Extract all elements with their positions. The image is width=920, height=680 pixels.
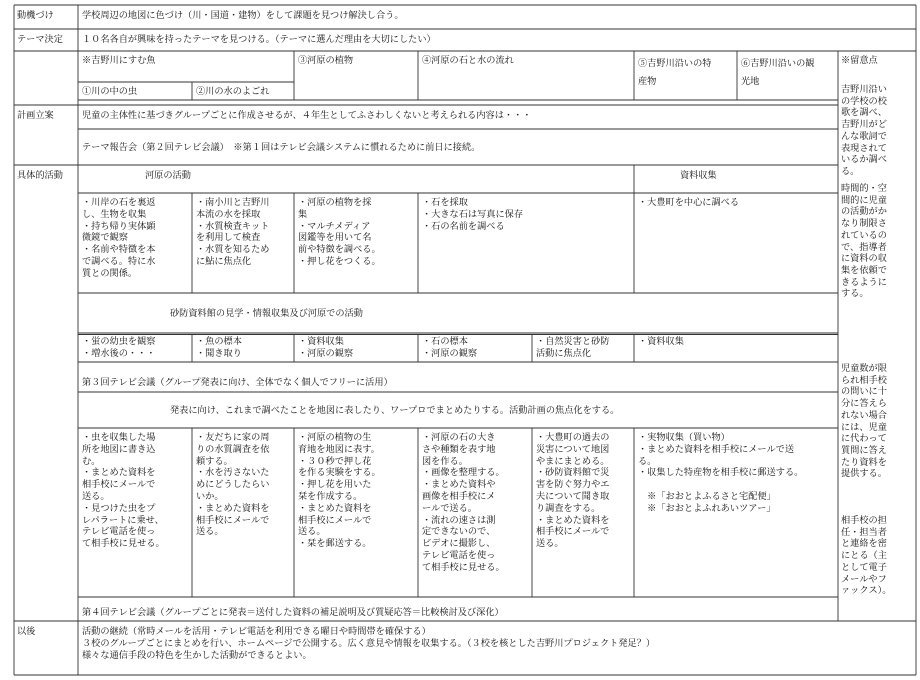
theme-decision-text: １０名各自が興味を持ったテーマを見つける。（テーマに選んだ理由を大切にしたい） [82, 34, 436, 45]
side-note-3: 児童数が限 られ相手校 の問いに十 分に答えら れない場合 には、児童 に代わって 質問に答え たり資料を 提供する。 [841, 363, 887, 480]
theme-6: ⑥吉野川沿いの観 光地 [741, 58, 815, 87]
motivation-text: 学校周辺の地図に色づけ（川・国道・建物）をして課題を見つけ解決し合う。 [82, 10, 404, 21]
rowB-cell-5: ・自然災害と砂防 活動に焦点化 [536, 336, 610, 359]
rowB-cell-6: ・資料収集 [638, 336, 684, 347]
after-text: 活動の継続（常時メールを活用・テレビ電話を利用できる曜日や時間帯を確保する） ３校のグループごとにまとめを行い、ホームページで公開する。広く意見や情報を収集する。（３校を核とした吉野川プロジェクト発足？） 様々な通信手段の特色を生かした活動ができるとよい。 [82, 626, 656, 661]
rowC-cell-2: ・友だちに家の周 りの水質調査を依 頼する。 ・水を汚さないた めにどうしたらい いか。 ・まとめた資料を 相手校にメールで 送る。 [196, 432, 270, 538]
row-label-motivation: 動機づけ [17, 10, 54, 21]
rowA-cell-3: ・河原の植物を採 集 ・マルチメディア 図鑑等を用いて名 前や特徴を調べる。 ・押し花をつくる。 [298, 197, 381, 267]
theme-1-sub-2: ②川の水のよごれ [196, 86, 270, 97]
rowB-cell-4: ・石の標本 ・河原の観察 [422, 336, 478, 359]
heading-riverbed: 河原の活動 [145, 170, 191, 181]
theme-5: ⑤吉野川沿いの特 産物 [638, 58, 712, 87]
theme-1-sub-1: ①川の中の虫 [82, 86, 138, 97]
planning-report: テーマ報告会（第２回テレビ会議） ※第１回はテレビ会議システムに慣れるために前日に接続。 [82, 142, 481, 153]
rowA-cell-1: ・川岸の石を裏返 し、生物を収集 ・持ち帰り実体顕 微鏡で観察 ・名前や特徴を本 で調べる。特に水 質との関係。 [82, 197, 156, 279]
theme-1: ※吉野川にすむ魚 [82, 55, 156, 66]
theme-3: ③河原の植物 [298, 55, 354, 66]
row-label-after: 以後 [17, 626, 36, 637]
side-note-4: 相手校の担 任・担当者 と連絡を密 にとる（主 として電子 メールやフ ァックス）。 [841, 515, 892, 597]
side-note-1: 吉野川沿い の学校の校 歌を調べ、 吉野川がど んな歌詞で 表現されて いるか調べ る。 [841, 84, 887, 177]
sabo-row-text: 砂防資料館の見学・情報収集及び河原での活動 [170, 308, 363, 319]
rowA-cell-2: ・南小川と吉野川 本流の水を採取 ・水質検査キット を利用して検査 ・水質を知るため に鮎に焦点化 [196, 197, 270, 267]
rowB-cell-1: ・蛍の幼虫を観察 ・増水後の・・・ [82, 336, 156, 359]
row-label-planning: 計画立案 [17, 110, 54, 121]
row-label-activities: 具体的活動 [17, 170, 63, 181]
rowC-cell-3: ・河原の植物の生 育地を地図に表す。 ・３０秒で押し花 を作る実験をする。 ・押し花を用いた 栞を作成する。 ・まとめた資料を 相手校にメールで 送る。 ・栞を郵送する。 [298, 432, 381, 550]
rowC-cell-5: ・大豊町の過去の 災害について地図 やまにまとめる。 ・砂防資料館で災 害を防ぐ努力やエ 夫について聞き取 り調査をする。 ・まとめた資料を 相手校にメールで 送る。 [536, 432, 610, 550]
planning-text: 児童の主体性に基づきグループごとに作成させるが、４年生としてふさわしくないと考えられる内容は・・・ [82, 110, 532, 121]
rowA-cell-4: ・石を採取 ・大きな石は写真に保存 ・石の名前を調べる [422, 197, 524, 232]
tv-conference-3: 第３回テレビ会議（グループ発表に向け、全体でなく個人でフリーに活用） [82, 377, 393, 388]
rowC-cell-6: ・実物収集（買い物） ・まとめた資料を相手校にメールで送 る。 ・収集した特産物を相手校に郵送する。 ※「おおとよふるさと宅配便」 ※「おおとよふれあいツアー」 [638, 432, 804, 514]
rowA-cell-5: ・大豊町を中心に調べる [638, 197, 740, 208]
row-label-theme: テーマ決定 [17, 34, 63, 45]
rowB-cell-2: ・魚の標本 ・聞き取り [196, 336, 242, 359]
side-note-2: 時間的・空 間的に児童 の活動がか なり制限さ れているの で、指導者 に資料の収 集を依頼で きるように する。 [841, 183, 887, 300]
tv-conference-4: 第４回テレビ会議（グループごとに発表＝送付した資料の補足説明及び質疑応答＝比較検討及び深化） [82, 607, 504, 618]
theme-4: ④河原の石と水の流れ [422, 55, 514, 66]
side-heading: ※留意点 [841, 55, 878, 66]
rowC-cell-4: ・河原の石の大き さや種類を表す地 図を作る。 ・画像を整理する。 ・まとめた資料や 画像を相手校にメ ールで送る。 ・流れの速さは測 定できないので、 ビデオに撮影し、 テレビ電話を使っ て相手校に見せる。 [422, 432, 505, 573]
rowC-cell-1: ・虫を収集した場 所を地図に書き込 む。 ・まとめた資料を 相手校にメールで 送る。 ・見つけた虫をプ レパラートに乗せ、 テレビ電話を使っ て相手校に見せる。 [82, 432, 165, 550]
heading-collection: 資料収集 [680, 170, 717, 181]
presentation-text: 発表に向け、これまで調べたことを地図に表したり、ワープロでまとめたりする。活動計画の焦点化をする。 [170, 405, 620, 416]
rowB-cell-3: ・資料収集 ・河原の観察 [298, 336, 354, 359]
